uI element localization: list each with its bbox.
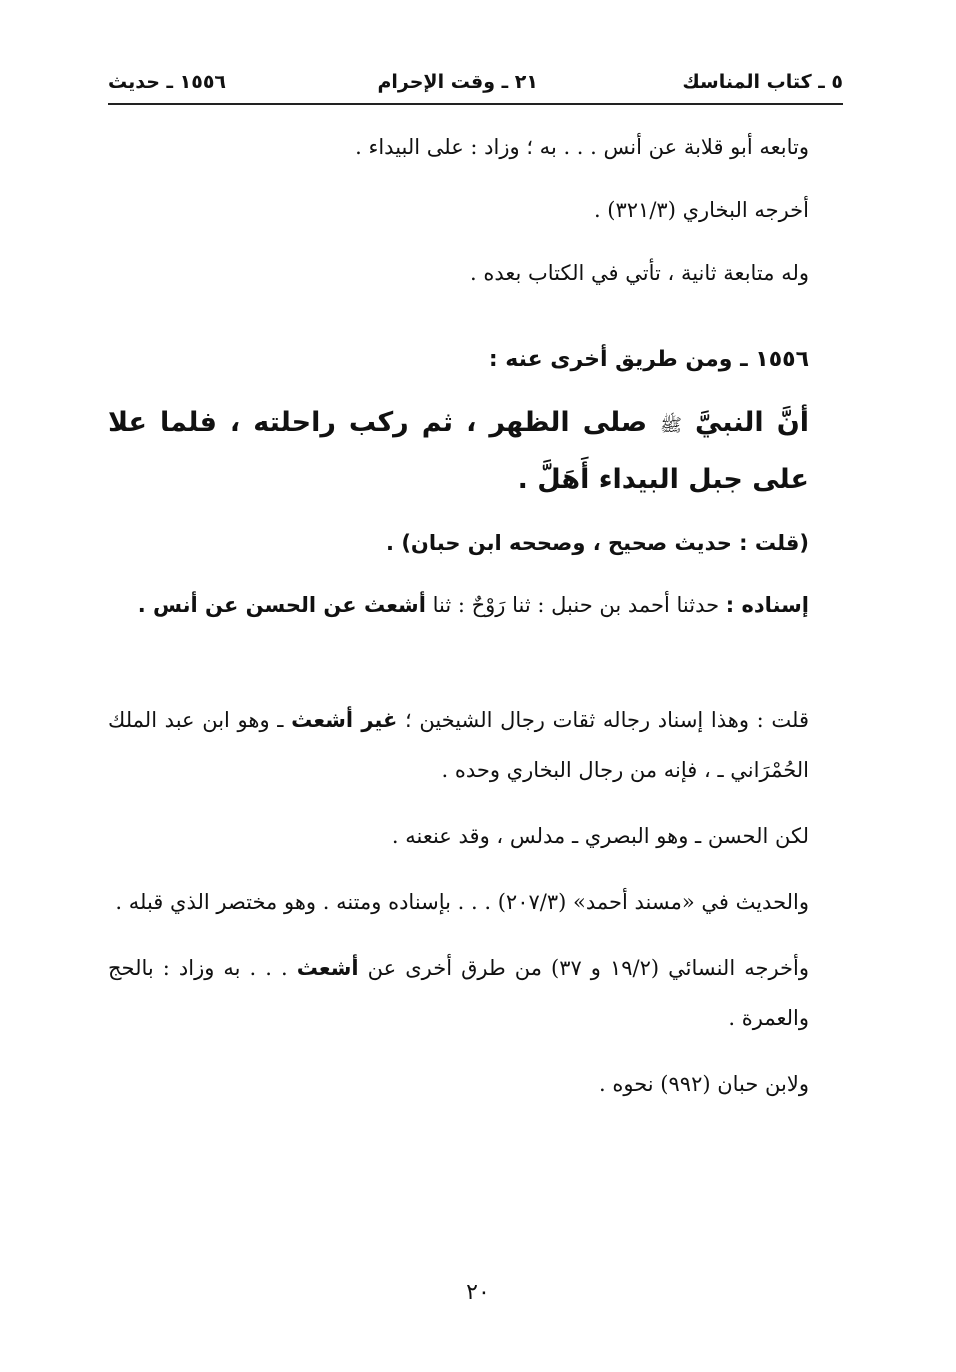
header-book-title: ٥ ـ كتاب المناسك [682,71,843,93]
running-header [108,62,843,102]
commentary-block [108,695,843,1109]
grading-statement: (قلت : حديث صحيح ، وصححه ابن حبان) . [386,531,809,555]
paragraph-ibn-hibban: ولابن حبان (٩٩٢) نحوه . [599,1072,809,1096]
paragraph-bukhari: أخرجه البخاري (٣٢١/٣) . [593,198,809,222]
hadith-text-rest: صلى الظهر ، ثم ركب راحلته ، فلما علا على جبل البيداء أَهَلَّ . [108,407,809,495]
hadith-text-start: أنَّ النبيَّ [694,407,810,438]
header-rule [108,103,843,105]
page-number: ٢٠ [466,1280,490,1305]
header-hadith-number: ١٥٥٦ ـ حديث [108,71,227,93]
paragraph-mutaba: وتابعه أبو قلابة عن أنس . . . به ؛ وزاد : على البيداء . [355,135,809,159]
paragraph-nasai-bold: أشعث [296,956,359,980]
isnad-paragraph [108,580,843,630]
header-chapter-title: ٢١ ـ وقت الإحرام [377,71,538,93]
hadith-text-block [108,396,843,507]
paragraph-rijal [108,695,843,795]
text-block-1 [108,122,843,298]
grading-block [108,518,843,568]
paragraph-nasai-end: . . . به وزاد : بالحج والعمرة . [108,956,809,1030]
hadith-heading-block [108,335,843,385]
isnad-block [108,580,843,630]
isnad-chain-start: حدثنا أحمد بن حنبل : ثنا رَوْحٌ : ثنا [432,593,720,617]
paragraph-mutaba-second: وله متابعة ثانية ، تأتي في الكتاب بعده . [469,261,809,285]
paragraph-nasai [108,943,843,1043]
salutation-symbol: ﷺ [660,415,682,436]
isnad-label: إسناده : [725,593,809,617]
paragraph-rijal-end: ـ وهو ابن عبد الملك الحُمْرَاني ـ ، فإنه من رجال البخاري وحده . [108,708,809,782]
paragraph-musnad: والحديث في «مسند أحمد» (٢٠٧/٣) . . . بإسناده ومتنه . وهو مختصر الذي قبله . [115,890,809,914]
paragraph-tadlis: لكن الحسن ـ وهو البصري ـ مدلس ، وقد عنعنه . [391,824,809,848]
paragraph-rijal-bold: غير أشعث [291,708,398,732]
paragraph-rijal-start: قلت : وهذا إسناد رجاله ثقات رجال الشيخين ؛ [405,708,809,732]
hadith-heading: ١٥٥٦ ـ ومن طريق أخرى عنه : [488,347,809,372]
hadith-text [108,396,843,507]
isnad-chain-end: أشعث عن الحسن عن أنس . [137,593,426,617]
paragraph-nasai-start: وأخرجه النسائي (١٩/٢ و ٣٧) من طرق أخرى عن [367,956,809,980]
